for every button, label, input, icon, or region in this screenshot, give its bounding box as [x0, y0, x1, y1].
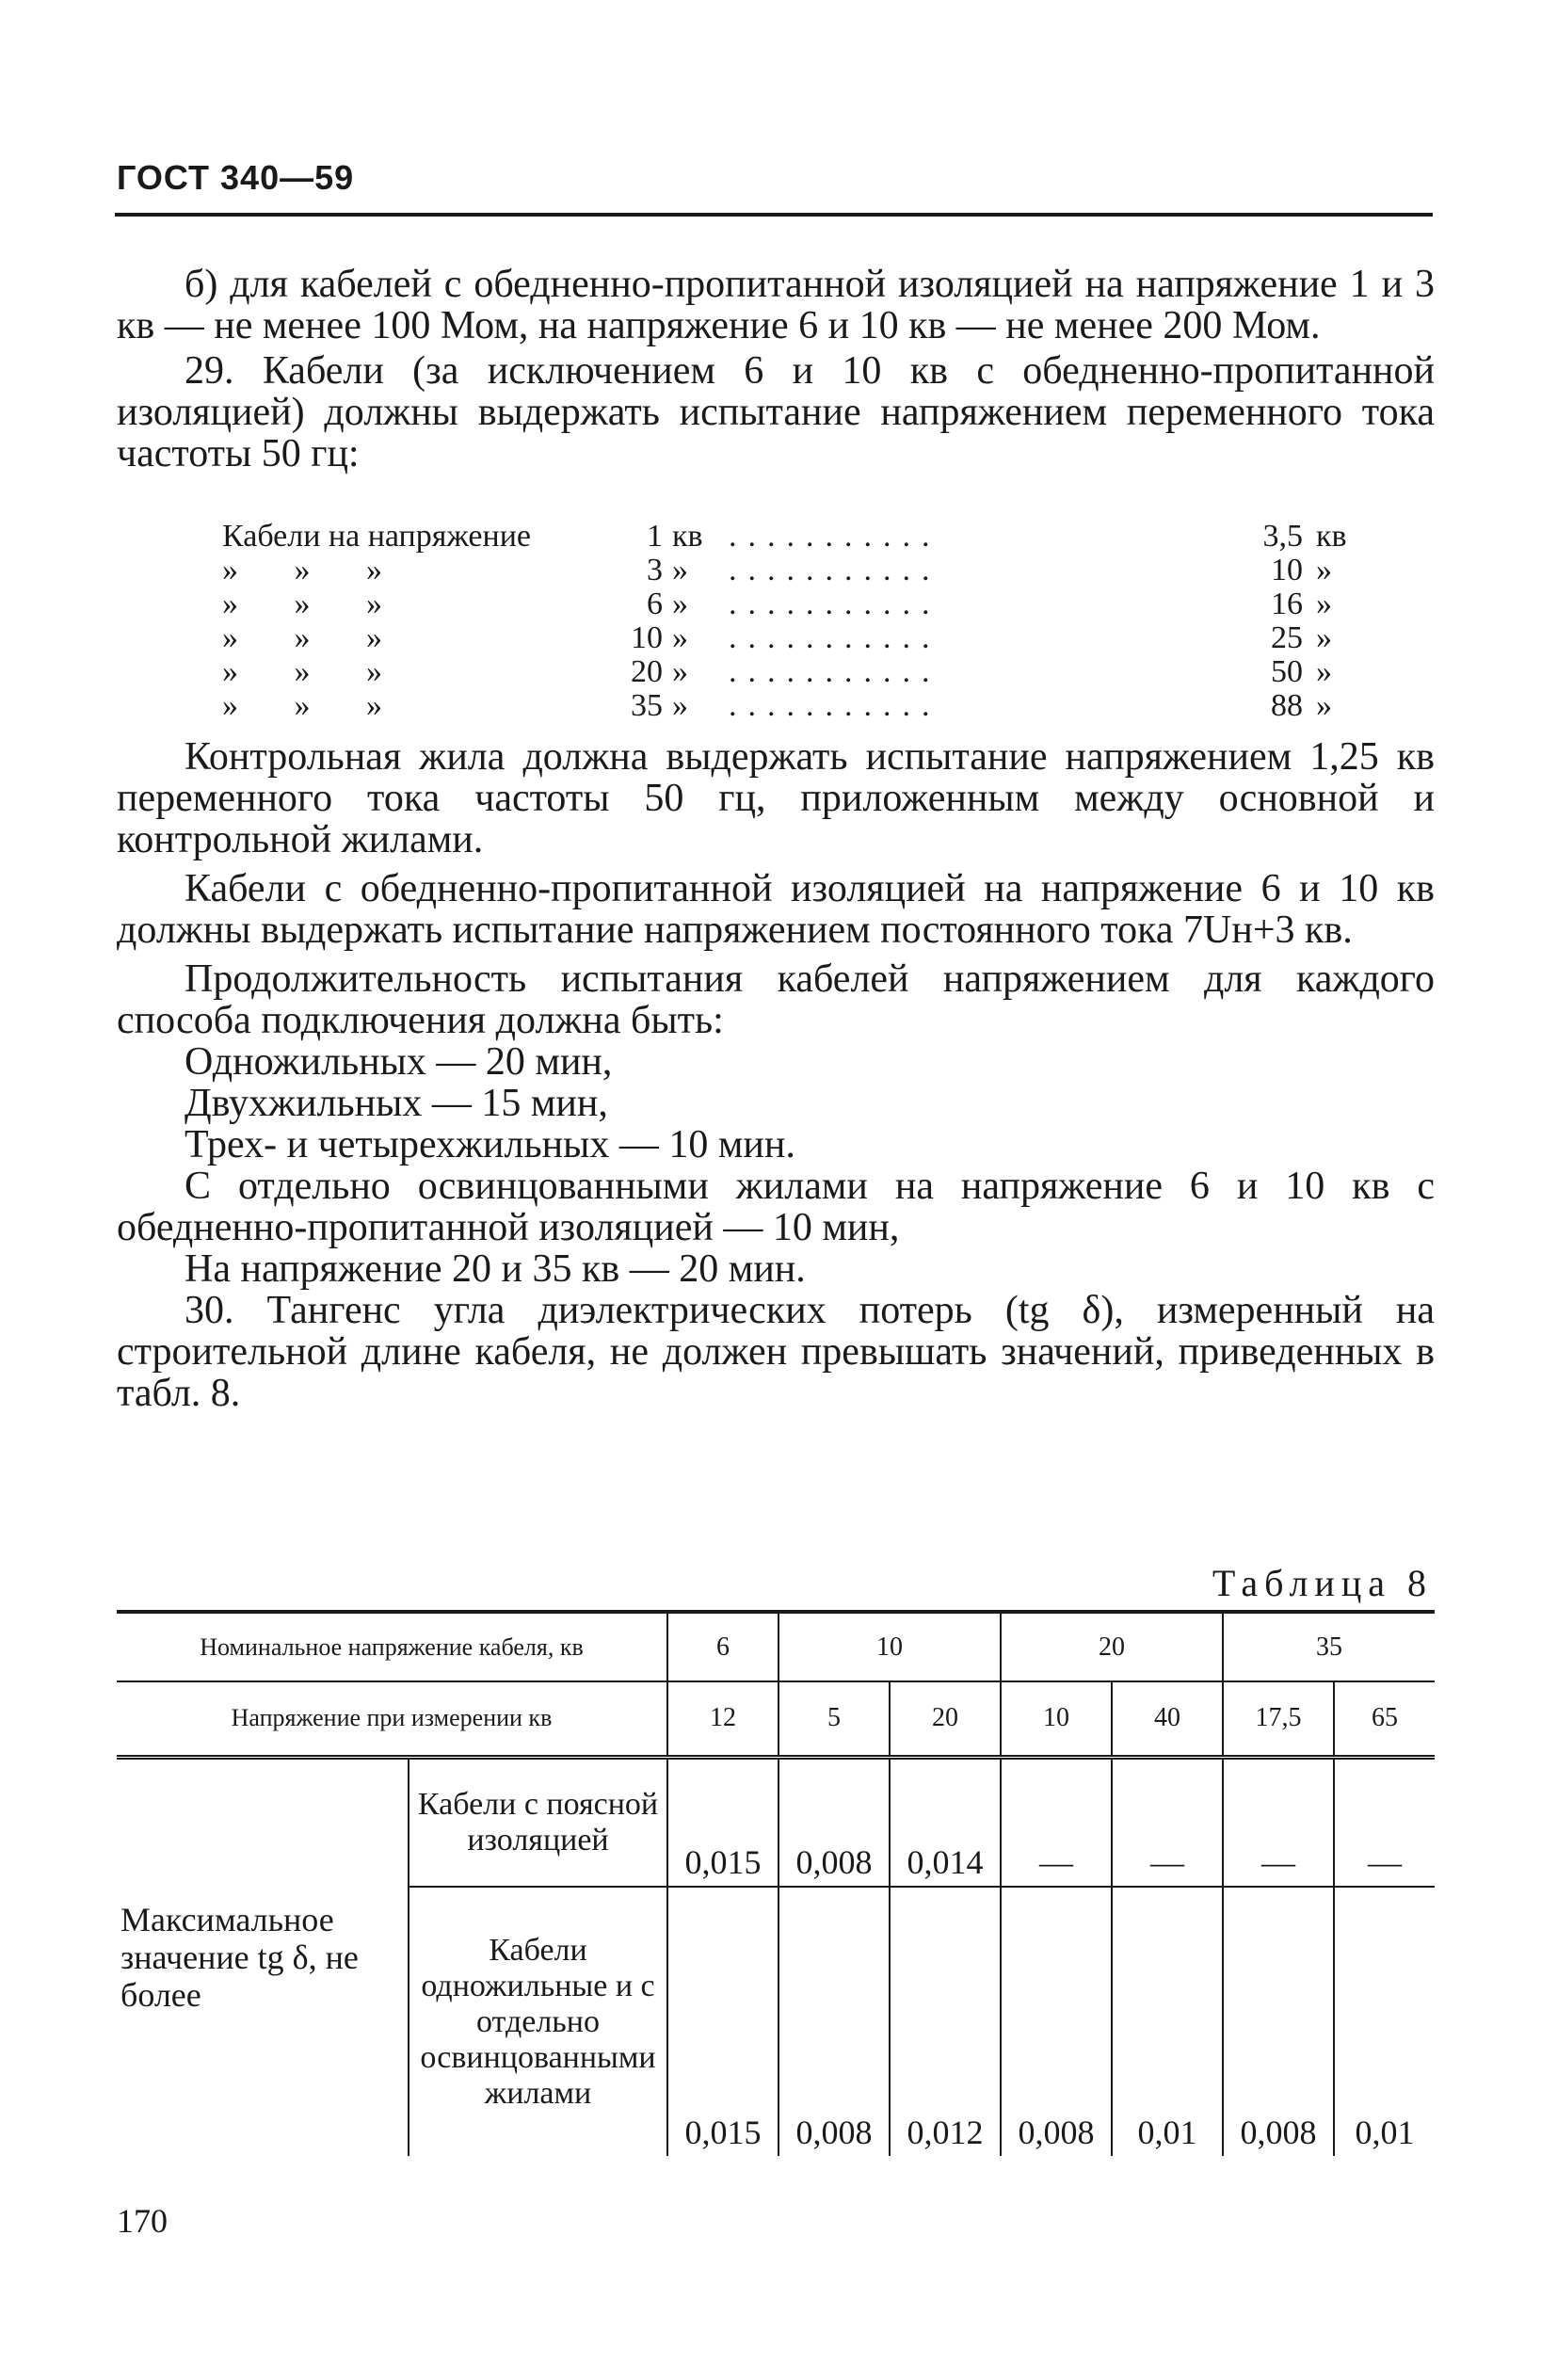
voltage-unit: » — [672, 587, 688, 621]
measure-5: 5 — [778, 1681, 890, 1757]
paragraph-duration: Продолжительность испытания кабелей напряжением для каждого способа подключения должна быть: — [117, 957, 1435, 1042]
cell-belted-7: — — [1334, 1757, 1435, 1887]
test-voltage-list — [222, 520, 1354, 723]
voltage-vunit: » — [1316, 587, 1332, 621]
voltage-value: 3,5 — [1262, 519, 1303, 554]
duration-three-four-core: Трех- и четырехжильных — 10 мин. — [185, 1123, 795, 1166]
voltage-vunit: » — [1316, 688, 1332, 723]
voltage-value: 10 — [1271, 553, 1303, 587]
paragraph-control-core: Контрольная жила должна выдержать испытание напряжением 1,25 кв переменного тока частоты 50 гц, приложенным между основной и контрольной жилами. — [117, 735, 1435, 861]
paragraph-dc-test: Кабели с обедненно-пропитанной изоляцией на напряжение 6 и 10 кв должны выдержать испытание напряжением постоянного тока 7Uн+3 кв. — [117, 867, 1435, 952]
voltage-label: » » » — [222, 620, 382, 655]
cell-single-5: 0,01 — [1112, 1887, 1223, 2156]
voltage-value: 50 — [1271, 654, 1303, 689]
cell-single-7: 0,01 — [1334, 1887, 1435, 2156]
voltage-row — [222, 689, 1354, 723]
voltage-label: Кабели на напряжение — [222, 519, 531, 554]
paragraph-30: 30. Тангенс угла диэлектрических потерь (tg δ), измеренный на строительной длине кабеля, не должен превышать значений, приведенных в табл. 8. — [117, 1289, 1435, 1415]
voltage-num: 6 — [647, 587, 663, 621]
header-rule — [115, 213, 1433, 217]
nominal-10: 10 — [778, 1612, 1001, 1681]
table-8 — [117, 1610, 1435, 2156]
voltage-dots: ........... — [729, 620, 941, 655]
cell-belted-1: 0,015 — [667, 1757, 778, 1887]
voltage-num: 35 — [631, 688, 663, 723]
measure-20: 20 — [890, 1681, 1001, 1757]
measure-65: 65 — [1334, 1681, 1435, 1757]
measure-40: 40 — [1112, 1681, 1223, 1757]
cell-single-3: 0,012 — [890, 1887, 1001, 2156]
measure-12: 12 — [667, 1681, 778, 1757]
cell-single-2: 0,008 — [778, 1887, 890, 2156]
cell-belted-2: 0,008 — [778, 1757, 890, 1887]
voltage-num: 10 — [631, 620, 663, 655]
duration-20-35kv: На напряжение 20 и 35 кв — 20 мин. — [185, 1247, 806, 1291]
paragraph-lead-sheathed: С отдельно освинцованными жилами на напряжение 6 и 10 кв с обедненно-пропитанной изоляцией — 10 мин, — [117, 1165, 1435, 1249]
cell-single-1: 0,015 — [667, 1887, 778, 2156]
voltage-label: » » » — [222, 587, 382, 621]
header-measure-voltage: Напряжение при измерении кв — [117, 1681, 667, 1757]
cell-belted-3: 0,014 — [890, 1757, 1001, 1887]
voltage-label: » » » — [222, 688, 382, 723]
voltage-unit: » — [672, 654, 688, 689]
row-name-single-core: Кабели одножильные и с отдельно освинцованными жилами — [409, 1887, 667, 2156]
voltage-unit: » — [672, 553, 688, 587]
cell-single-6: 0,008 — [1223, 1887, 1334, 2156]
page-header: ГОСТ 340—59 — [117, 158, 355, 197]
voltage-row — [222, 520, 1354, 554]
nominal-6: 6 — [667, 1612, 778, 1681]
voltage-vunit: » — [1316, 620, 1332, 655]
row-name-belted: Кабели с поясной изоляцией — [409, 1757, 667, 1887]
page-number: 170 — [117, 2202, 168, 2240]
voltage-row — [222, 554, 1354, 587]
voltage-value: 16 — [1271, 587, 1303, 621]
voltage-vunit: » — [1316, 654, 1332, 689]
voltage-unit: » — [672, 688, 688, 723]
voltage-row — [222, 587, 1354, 621]
cell-belted-5: — — [1112, 1757, 1223, 1887]
cell-single-4: 0,008 — [1001, 1887, 1112, 2156]
header-nominal-voltage: Номинальное напряжение кабеля, кв — [117, 1612, 667, 1681]
voltage-dots: ........... — [729, 553, 941, 587]
voltage-vunit: кв — [1316, 519, 1347, 554]
cell-belted-4: — — [1001, 1757, 1112, 1887]
row-label-max-tg-delta: Максимальное значение tg δ, не более — [117, 1757, 409, 2156]
voltage-unit: кв — [672, 519, 703, 554]
voltage-dots: ........... — [729, 654, 941, 689]
nominal-20: 20 — [1001, 1612, 1223, 1681]
measure-10: 10 — [1001, 1681, 1112, 1757]
voltage-num: 1 — [647, 519, 663, 554]
duration-two-core: Двухжильных — 15 мин, — [185, 1082, 608, 1125]
duration-single-core: Одножильных — 20 мин, — [185, 1040, 613, 1084]
voltage-dots: ........... — [729, 587, 941, 621]
voltage-unit: » — [672, 620, 688, 655]
cell-belted-6: — — [1223, 1757, 1334, 1887]
body-text-top — [117, 264, 1435, 474]
voltage-vunit: » — [1316, 553, 1332, 587]
voltage-num: 20 — [631, 654, 663, 689]
body-text-middle — [117, 736, 1435, 1414]
voltage-dots: ........... — [729, 519, 941, 554]
paragraph-b: б) для кабелей с обедненно-пропитанной изоляцией на напряжение 1 и 3 кв — не менее 100 Мом, на напряжение 6 и 10 кв — не менее 200 Мом. — [117, 263, 1435, 347]
measure-17-5: 17,5 — [1223, 1681, 1334, 1757]
paragraph-29: 29. Кабели (за исключением 6 и 10 кв с обедненно-пропитанной изоляцией) должны выдержать испытание напряжением переменного тока частоты 50 гц: — [117, 349, 1435, 475]
voltage-row — [222, 655, 1354, 689]
nominal-35: 35 — [1223, 1612, 1435, 1681]
voltage-row — [222, 621, 1354, 655]
voltage-dots: ........... — [729, 688, 941, 723]
voltage-value: 88 — [1271, 688, 1303, 723]
table-title: Таблица 8 — [1212, 1562, 1433, 1604]
voltage-label: » » » — [222, 654, 382, 689]
voltage-num: 3 — [647, 553, 663, 587]
voltage-label: » » » — [222, 553, 382, 587]
voltage-value: 25 — [1271, 620, 1303, 655]
